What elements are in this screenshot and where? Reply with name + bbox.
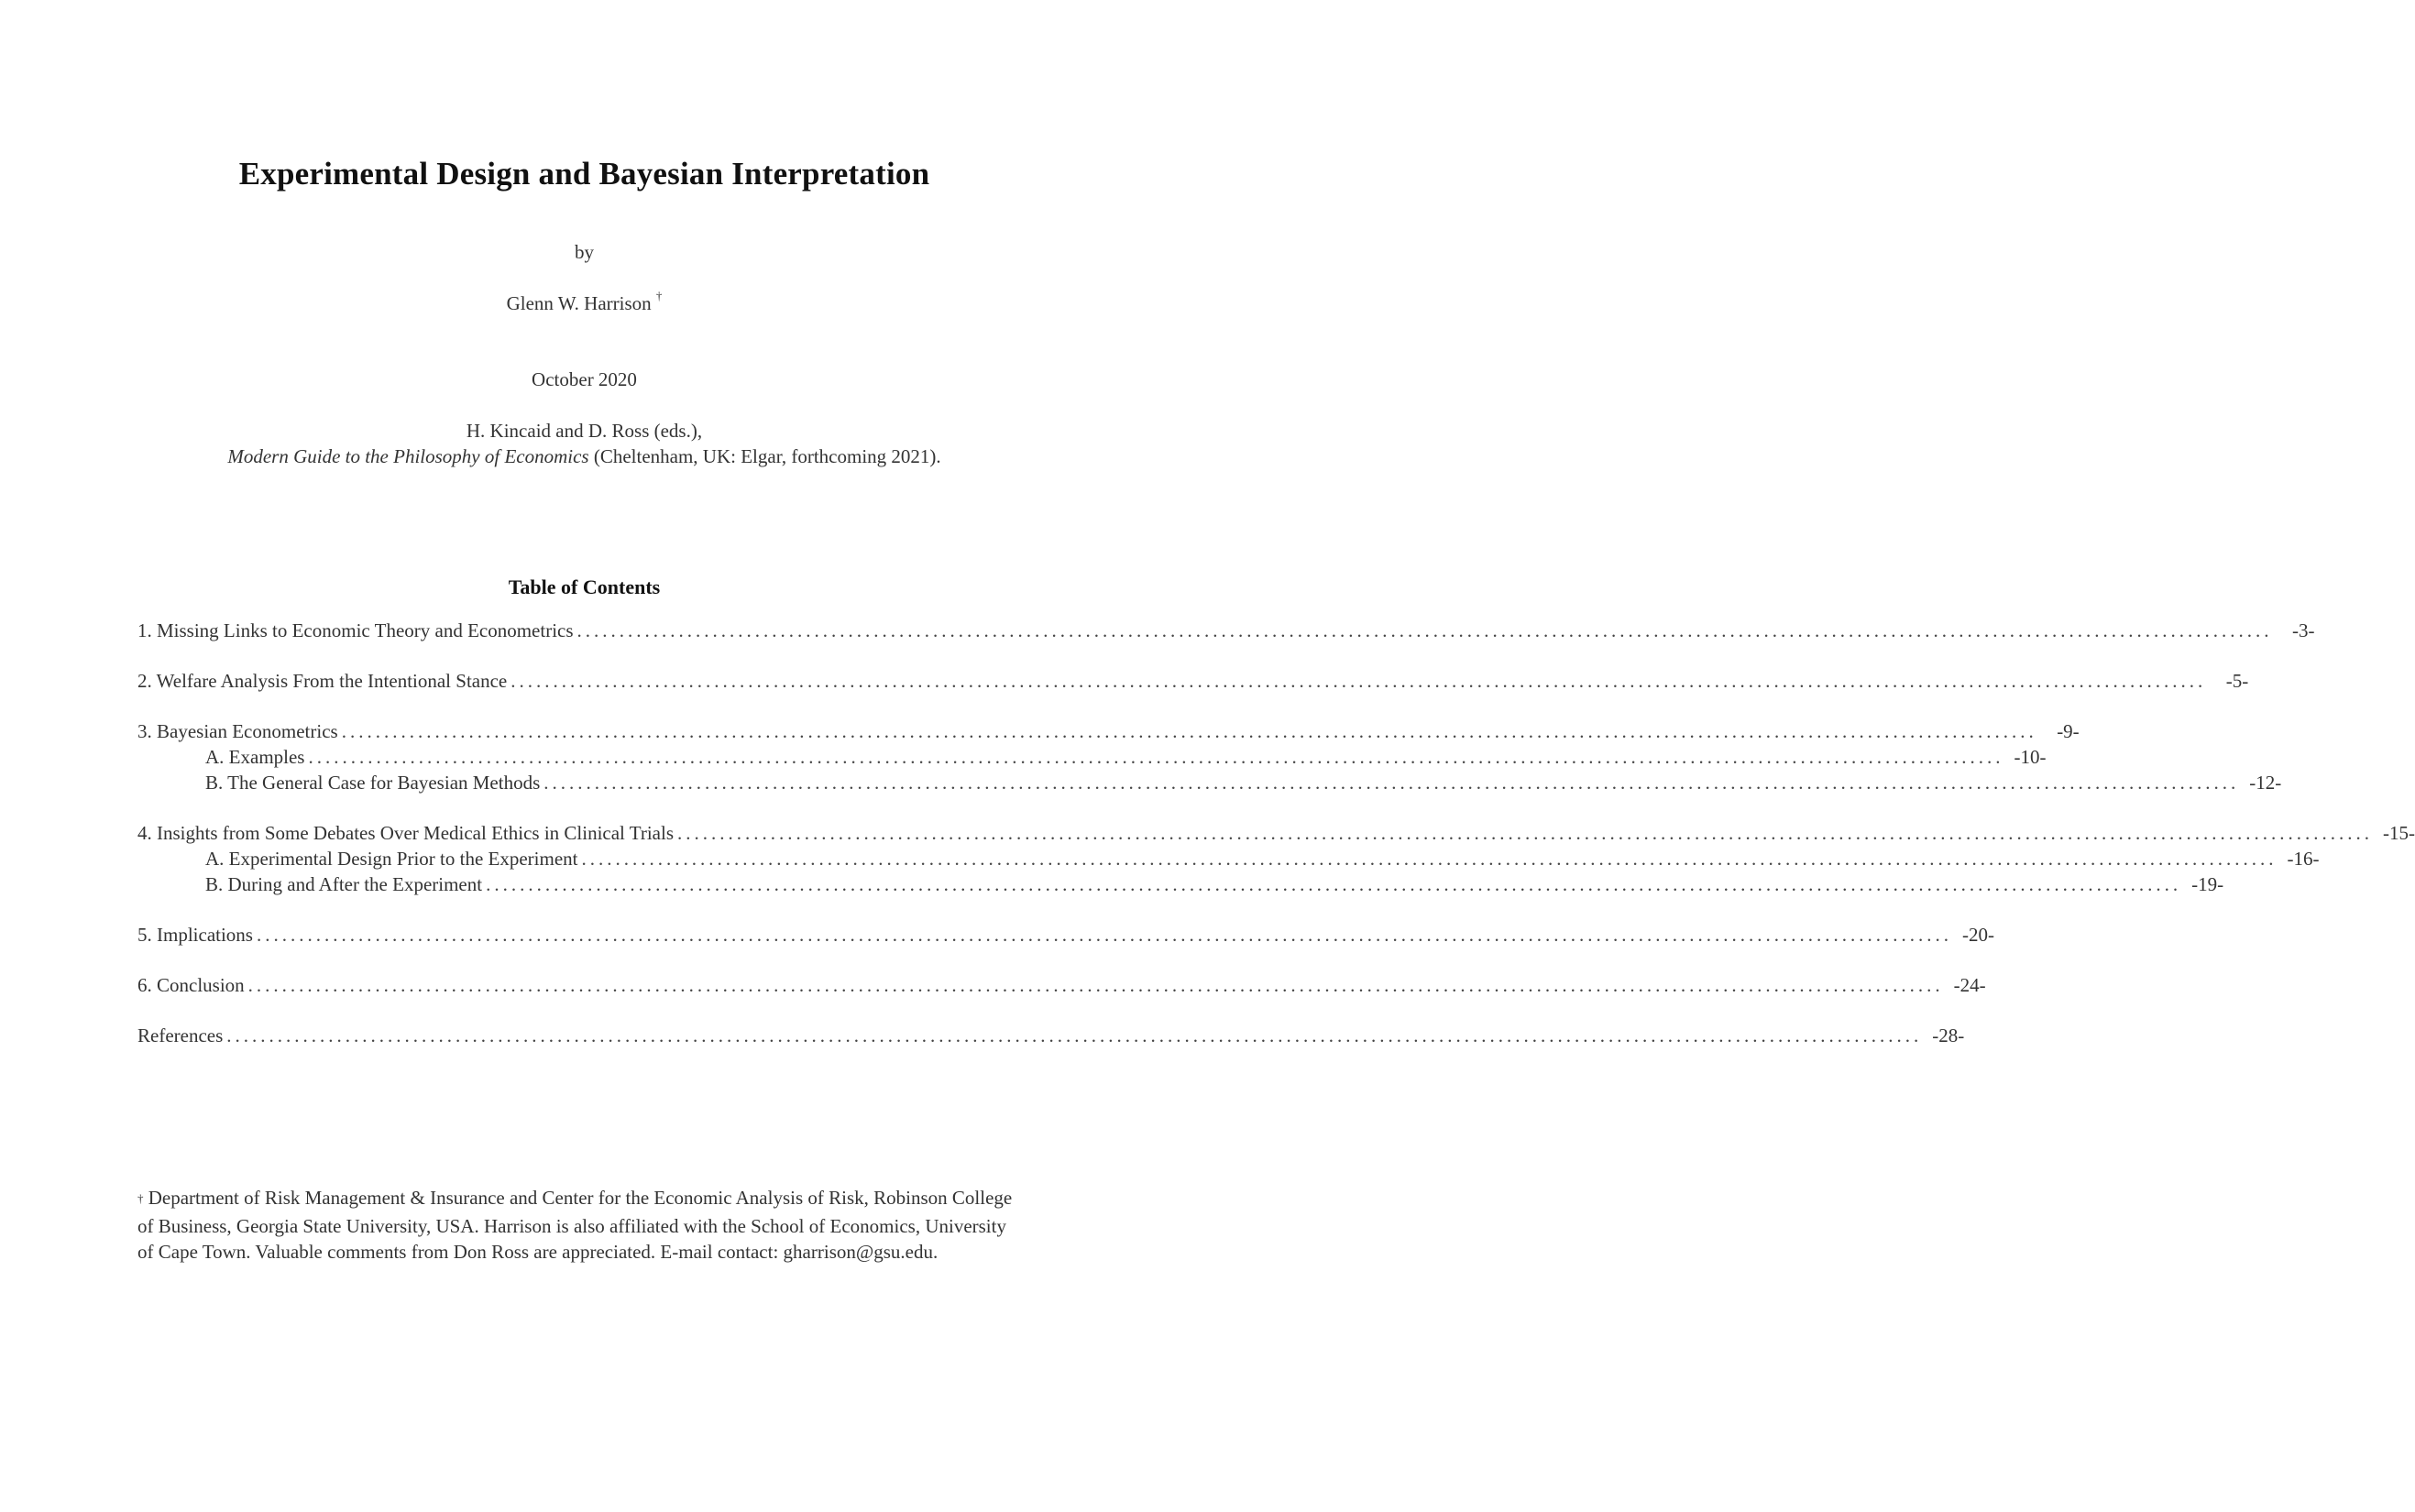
editors-line: H. Kincaid and D. Ross (eds.), [466, 420, 703, 442]
toc-leader-dots: ........................................................................................................................................................................................................ [226, 1024, 1923, 1046]
toc-leader-dots: ........................................................................................................................................................................................................ [581, 848, 2278, 870]
toc-entry-label: References [137, 1024, 224, 1046]
book-publication: (Cheltenham, UK: Elgar, forthcoming 2021). [593, 445, 941, 467]
toc-leader-dots: ........................................................................................................................................................................................................ [486, 873, 2182, 895]
toc-subentry [205, 873, 2224, 899]
toc-leader-dots: ........................................................................................................................................................................................................ [543, 772, 2240, 794]
toc-leader-dots: ........................................................................................................................................................................................................ [576, 619, 2273, 641]
toc-heading: Table of Contents [508, 575, 661, 598]
affiliation-footnote [137, 1185, 1017, 1265]
author-name: Glenn W. Harrison [506, 292, 652, 314]
toc-leader-dots: ........................................................................................................................................................................................................ [341, 720, 2037, 742]
toc-entry-label: A. Examples [205, 746, 305, 768]
toc-entry [137, 924, 1994, 949]
toc-entry-page: -28- [1932, 1024, 1965, 1046]
author-line [0, 291, 1169, 315]
toc-entry-page: -19- [2191, 873, 2224, 895]
toc-entry [137, 619, 2315, 645]
book-citation [0, 445, 1169, 468]
footnote-text: Department of Risk Management & Insurance and Center for the Economic Analysis of Risk, Robinson College of Business, Georgia State University, USA. Harrison is also affiliated with the School of Economics, University of Cape Town. Valuable comments from Don Ross are appreciated. E-mail contact: gharrison@gsu.edu. [137, 1187, 1013, 1263]
toc-leader-dots: ........................................................................................................................................................................................................ [677, 822, 2374, 844]
toc-entry-label: 5. Implications [137, 924, 253, 946]
toc-entry-page: -5- [2225, 670, 2249, 692]
author-footnote-mark: † [655, 289, 663, 302]
toc-entry-page: -16- [2287, 848, 2320, 870]
book-title: Modern Guide to the Philosophy of Economics [227, 445, 589, 467]
toc-entry-label: 6. Conclusion [137, 974, 245, 996]
toc-entry-page: -20- [1961, 924, 1994, 946]
toc-entry-label: A. Experimental Design Prior to the Experiment [205, 848, 578, 870]
toc-leader-dots: ........................................................................................................................................................................................................ [256, 924, 1952, 946]
toc-leader-dots: ........................................................................................................................................................................................................ [510, 670, 2207, 692]
byline: by [575, 241, 594, 263]
toc-entry [137, 974, 1986, 1000]
paper-title: Experimental Design and Bayesian Interpretation [238, 156, 930, 192]
toc-entry [137, 1024, 1965, 1050]
toc-leader-dots: ........................................................................................................................................................................................................ [247, 974, 1944, 996]
toc-entry-page: -12- [2249, 772, 2282, 794]
toc-entry-label: 1. Missing Links to Economic Theory and Econometrics [137, 619, 574, 641]
toc-entry [137, 720, 2080, 746]
toc-entry-label: 2. Welfare Analysis From the Intentional Stance [137, 670, 508, 692]
toc-entry-page: -9- [2057, 720, 2080, 742]
toc-subentry [205, 772, 2282, 797]
toc-subentry [205, 746, 2047, 772]
toc-entry-page: -15- [2383, 822, 2415, 844]
toc-entry-label: 4. Insights from Some Debates Over Medical Ethics in Clinical Trials [137, 822, 675, 844]
toc-leader-dots: ........................................................................................................................................................................................................ [308, 746, 2004, 768]
footnote-mark: † [137, 1191, 144, 1205]
toc-entry [137, 670, 2249, 696]
toc-entry-page: -24- [1953, 974, 1986, 996]
toc-entry-label: B. The General Case for Bayesian Methods [205, 772, 541, 794]
toc-entry-page: -3- [2292, 619, 2315, 641]
toc-entry-page: -10- [2014, 746, 2047, 768]
toc-entry-label: B. During and After the Experiment [205, 873, 483, 895]
toc-subentry [205, 848, 2320, 873]
toc-entry [137, 822, 2415, 848]
toc-entry-label: 3. Bayesian Econometrics [137, 720, 338, 742]
paper-date: October 2020 [532, 368, 637, 390]
